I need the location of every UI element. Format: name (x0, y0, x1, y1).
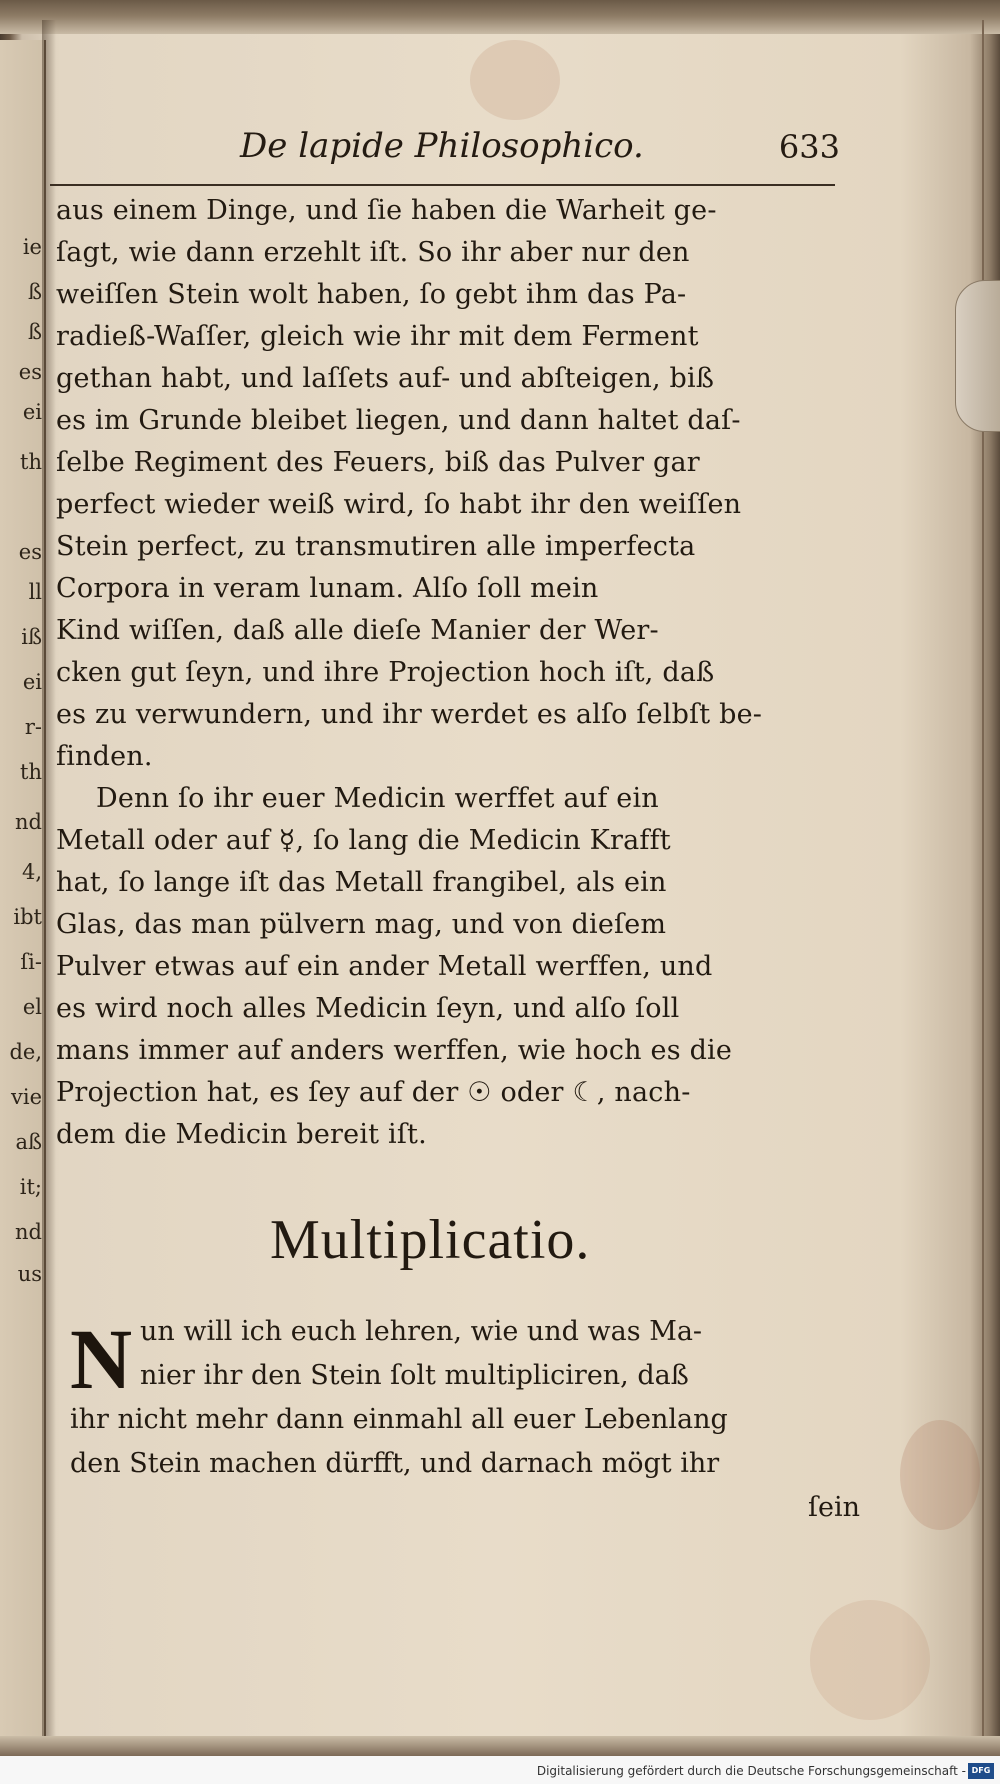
margin-fragment: ie (22, 235, 42, 259)
text-line: un will ich euch lehren, wie und was Ma- (140, 1316, 703, 1347)
margin-fragment: 4, (21, 860, 42, 884)
text-line: ihr nicht mehr dann einmahl all euer Lebenlang (70, 1404, 728, 1435)
running-title: De lapide Philosophico. (240, 126, 644, 166)
paper-stain (470, 40, 560, 120)
margin-fragment: ibt (13, 905, 42, 929)
text-line: ſein (808, 1492, 860, 1523)
text-line: ſelbe Regiment des Feuers, biß das Pulver gar (56, 447, 700, 478)
text-line: weiſſen Stein wolt haben, ſo gebt ihm das Pa- (56, 279, 687, 310)
margin-fragment: aß (15, 1130, 42, 1154)
text-line: Stein perfect, zu transmutiren alle imperfecta (56, 531, 696, 562)
margin-fragment: ß (27, 320, 42, 344)
page-header (240, 126, 860, 186)
margin-fragment: th (20, 760, 42, 784)
section-heading: Multiplicatio. (270, 1209, 591, 1271)
paper-stain (900, 1420, 980, 1530)
text-line: hat, ſo lange iſt das Metall frangibel, als ein (56, 867, 667, 898)
book-top-edge (0, 0, 1000, 34)
text-line: finden. (56, 741, 153, 772)
dfg-logo: DFG (968, 1763, 994, 1779)
margin-fragment: nd (15, 810, 42, 834)
text-line: Pulver etwas auf ein ander Metall werffen, und (56, 951, 713, 982)
text-line: dem die Medicin bereit iſt. (56, 1119, 427, 1150)
margin-fragment: ß (27, 280, 42, 304)
text-line: perfect wieder weiß wird, ſo habt ihr den weiſſen (56, 489, 742, 520)
text-line: gethan habt, und laſſets auf- und abſteigen, biß (56, 363, 715, 394)
margin-fragment: el (22, 995, 42, 1019)
header-rule (50, 184, 835, 186)
text-line: ſagt, wie dann erzehlt iſt. So ihr aber nur den (56, 237, 690, 268)
margin-fragment: ei (22, 670, 42, 694)
text-line: es im Grunde bleibet liegen, und dann haltet daſ- (56, 405, 741, 436)
funding-credit: Digitalisierung gefördert durch die Deutsche Forschungsgemeinschaft - (536, 1764, 966, 1778)
drop-capital: N (70, 1311, 133, 1407)
text-line: den Stein machen dürfft, und darnach mögt ihr (70, 1448, 720, 1479)
margin-fragment: r- (24, 715, 42, 739)
body-text (56, 190, 856, 1156)
margin-fragment: es (18, 540, 42, 564)
margin-fragment: ll (28, 580, 42, 604)
margin-fragment: it; (19, 1175, 42, 1199)
text-line: Kind wiſſen, daß alle dieſe Manier der Wer- (56, 615, 659, 646)
text-line: Metall oder auf ☿, ſo lang die Medicin Krafft (56, 825, 671, 856)
digitization-footer (0, 1756, 1000, 1784)
text-line: mans immer auf anders werffen, wie hoch es die (56, 1035, 733, 1066)
text-line: es wird noch alles Medicin ſeyn, und alſo ſoll (56, 993, 680, 1024)
margin-fragment: es (18, 360, 42, 384)
text-line: Corpora in veram lunam. Alſo ſoll mein (56, 573, 599, 604)
text-line: es zu verwundern, und ihr werdet es alſo ſelbſt be- (56, 699, 763, 730)
text-line: Denn ſo ihr euer Medicin werffet auf ein (96, 783, 659, 814)
margin-fragment: vie (10, 1085, 42, 1109)
text-line: radieß-Waſſer, gleich wie ihr mit dem Ferment (56, 321, 699, 352)
text-line: nier ihr den Stein ſolt multipliciren, daß (140, 1360, 689, 1391)
text-line: Projection hat, es ſey auf der ☉ oder ☾, nach- (56, 1077, 691, 1108)
margin-fragment: us (17, 1262, 42, 1286)
margin-fragment: iß (21, 625, 42, 649)
text-line: aus einem Dinge, und ſie haben die Warheit ge- (56, 195, 717, 226)
margin-fragment: de, (9, 1040, 42, 1064)
page-number: 633 (778, 128, 840, 166)
page-clip-tab (955, 280, 1000, 432)
margin-fragment: th (20, 450, 42, 474)
gutter-shadow (42, 20, 56, 1740)
margin-fragment: ei (22, 400, 42, 424)
paper-stain (810, 1600, 930, 1720)
text-line: Glas, das man pülvern mag, und von dieſem (56, 909, 667, 940)
text-line: cken gut ſeyn, und ihre Projection hoch iſt, daß (56, 657, 715, 688)
margin-fragment: ſi- (20, 950, 42, 974)
book-bottom-edge (0, 1736, 1000, 1756)
margin-fragment: nd (15, 1220, 42, 1244)
section-text (70, 1310, 860, 1530)
